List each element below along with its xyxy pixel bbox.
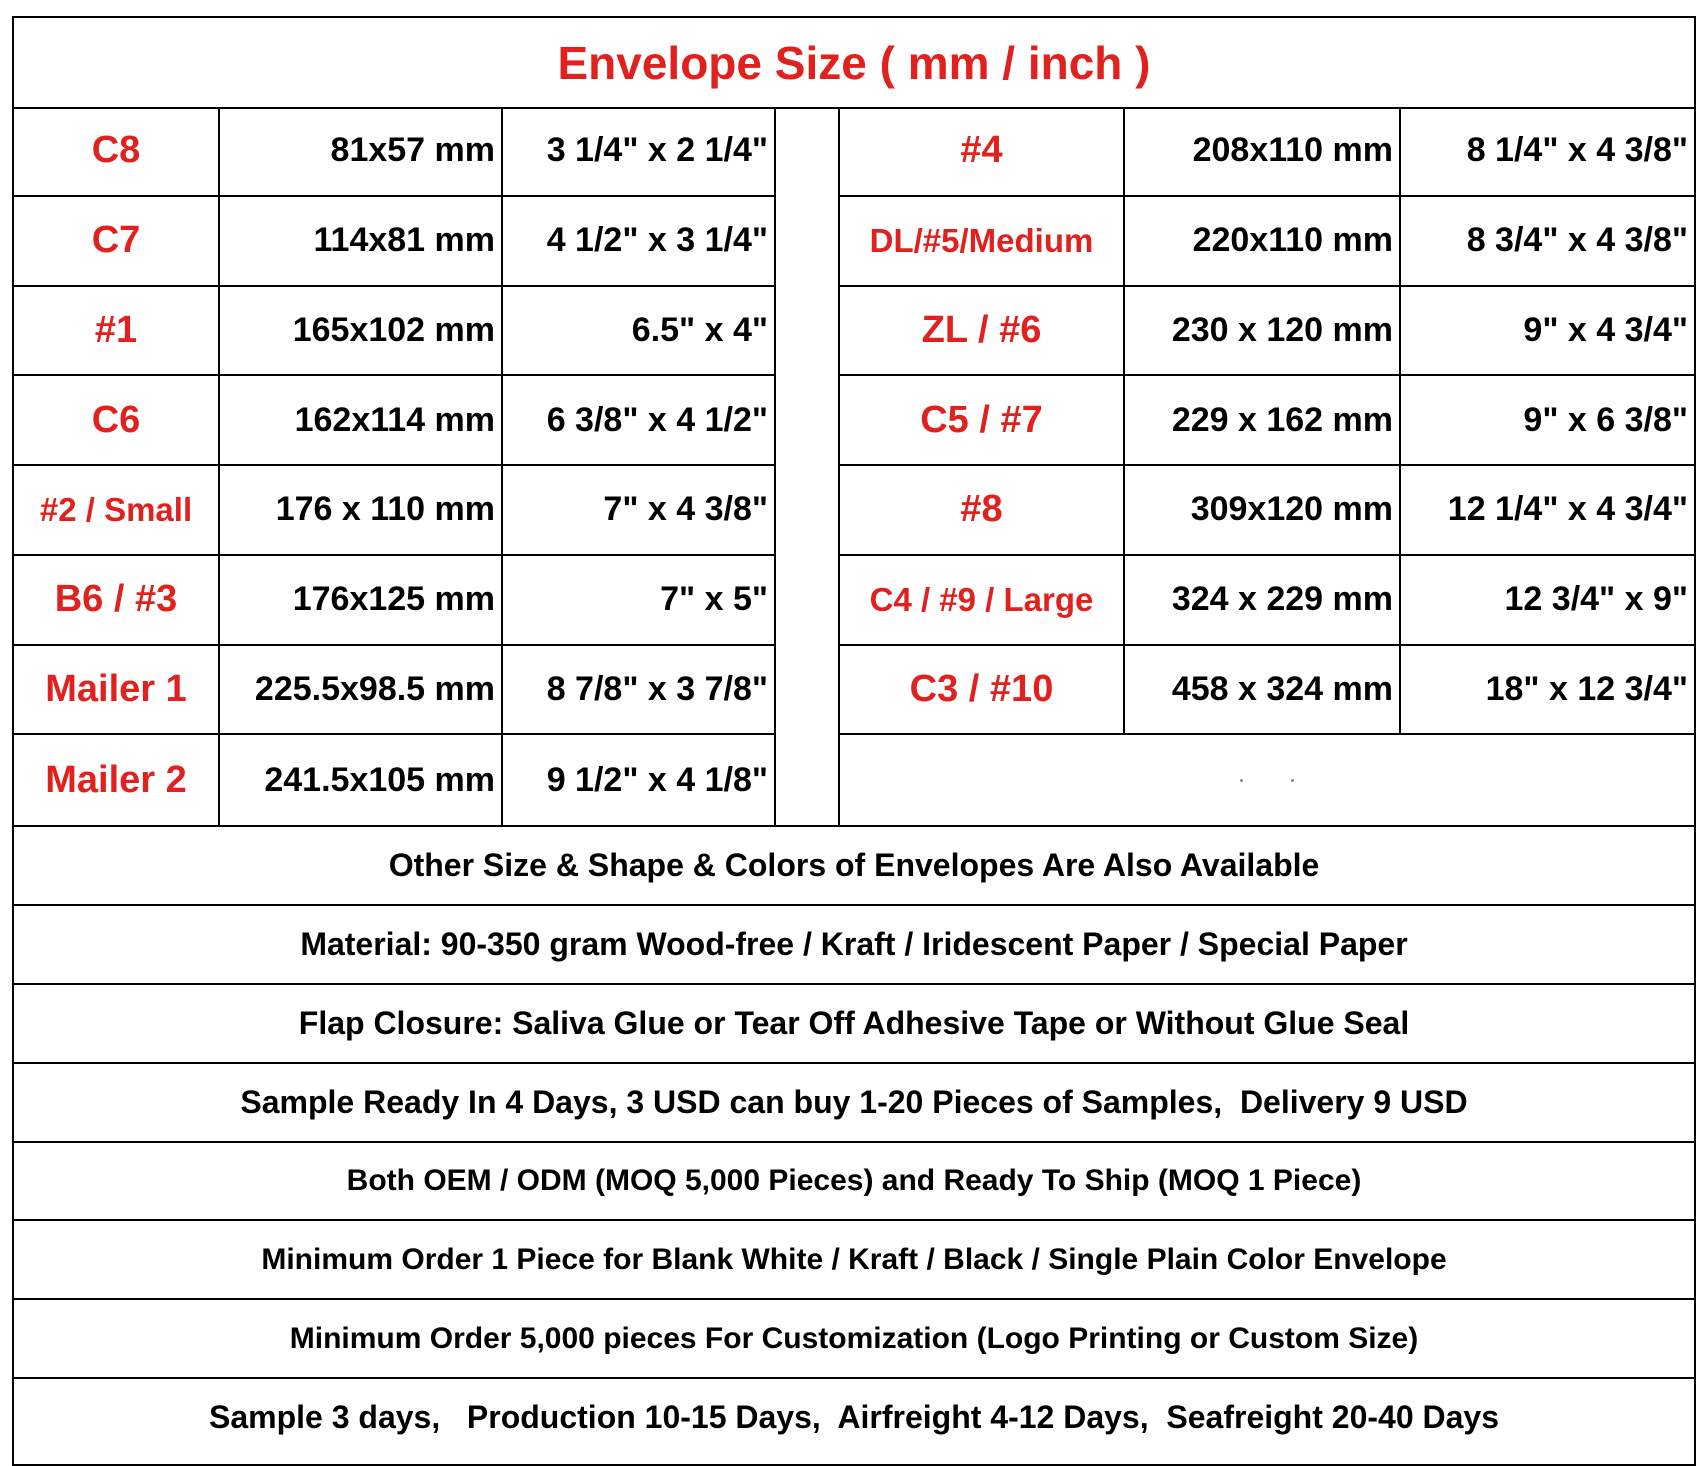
size-inch: 9" x 6 3/8" — [1399, 376, 1694, 464]
size-row — [840, 197, 1694, 287]
size-mm: 229 x 162 mm — [1123, 376, 1399, 464]
size-table-left — [14, 107, 776, 825]
size-row — [840, 376, 1694, 466]
size-row — [14, 646, 774, 736]
size-inch: 8 3/4" x 4 3/8" — [1399, 197, 1694, 285]
size-row — [14, 735, 774, 825]
size-row — [840, 556, 1694, 646]
size-mm: 81x57 mm — [218, 107, 501, 195]
size-mm: 165x102 mm — [218, 287, 501, 375]
size-inch: 4 1/2" x 3 1/4" — [501, 197, 774, 285]
note-row: Both OEM / ODM (MOQ 5,000 Pieces) and Ready To Ship (MOQ 1 Piece) — [14, 1141, 1694, 1220]
size-name: C6 — [91, 398, 141, 441]
size-mm: 324 x 229 mm — [1123, 556, 1399, 644]
size-row — [14, 466, 774, 556]
size-name: #8 — [960, 488, 1003, 531]
size-row — [14, 556, 774, 646]
size-name: #2 / Small — [39, 490, 193, 528]
note-row: Other Size & Shape & Colors of Envelopes Are Also Available — [14, 825, 1694, 904]
size-mm: 225.5x98.5 mm — [218, 646, 501, 734]
size-inch: 7" x 4 3/8" — [501, 466, 774, 554]
note-row: Material: 90-350 gram Wood-free / Kraft / Iridescent Paper / Special Paper — [14, 904, 1694, 983]
size-name: C7 — [91, 219, 141, 262]
size-mm: 162x114 mm — [218, 376, 501, 464]
notes-list — [14, 825, 1694, 1456]
size-name: C5 / #7 — [920, 398, 1043, 441]
note-row: Minimum Order 1 Piece for Blank White / Kraft / Black / Single Plain Color Envelope — [14, 1219, 1694, 1298]
dot-mark — [1291, 779, 1294, 782]
sheet-title: Envelope Size ( mm / inch ) — [14, 18, 1694, 109]
size-mm: 176x125 mm — [218, 556, 501, 644]
note-row: Sample Ready In 4 Days, 3 USD can buy 1-20 Pieces of Samples, Delivery 9 USD — [14, 1062, 1694, 1141]
size-inch: 6.5" x 4" — [501, 287, 774, 375]
size-inch: 12 1/4" x 4 3/4" — [1399, 466, 1694, 554]
size-row — [840, 646, 1694, 736]
size-mm: 114x81 mm — [218, 197, 501, 285]
note-row: Sample 3 days, Production 10-15 Days, Airfreight 4-12 Days, Seafreight 20-40 Days — [14, 1377, 1694, 1456]
size-inch: 8 7/8" x 3 7/8" — [501, 646, 774, 734]
size-name: B6 / #3 — [54, 578, 178, 621]
size-inch: 12 3/4" x 9" — [1399, 556, 1694, 644]
size-row — [840, 466, 1694, 556]
size-inch: 3 1/4" x 2 1/4" — [501, 107, 774, 195]
note-row: Minimum Order 5,000 pieces For Customization (Logo Printing or Custom Size) — [14, 1298, 1694, 1377]
size-mm: 176 x 110 mm — [218, 466, 501, 554]
size-row — [14, 107, 774, 197]
size-mm: 241.5x105 mm — [218, 735, 501, 825]
size-name: C8 — [91, 129, 141, 172]
size-name: #4 — [960, 129, 1003, 172]
size-name: Mailer 2 — [45, 758, 187, 801]
dot-mark — [1240, 779, 1243, 782]
size-row — [840, 287, 1694, 377]
size-inch: 18" x 12 3/4" — [1399, 646, 1694, 734]
size-name: ZL / #6 — [921, 308, 1042, 351]
size-inch: 6 3/8" x 4 1/2" — [501, 376, 774, 464]
size-mm: 208x110 mm — [1123, 107, 1399, 195]
size-row — [14, 197, 774, 287]
size-inch: 9 1/2" x 4 1/8" — [501, 735, 774, 825]
size-name: #1 — [94, 308, 138, 351]
size-inch: 7" x 5" — [501, 556, 774, 644]
size-table-right — [838, 107, 1694, 825]
size-mm: 309x120 mm — [1123, 466, 1399, 554]
size-row — [840, 107, 1694, 197]
envelope-size-sheet — [12, 16, 1696, 1466]
size-inch: 8 1/4" x 4 3/8" — [1399, 107, 1694, 195]
size-inch: 9" x 4 3/4" — [1399, 287, 1694, 375]
size-mm: 230 x 120 mm — [1123, 287, 1399, 375]
size-mm: 220x110 mm — [1123, 197, 1399, 285]
size-mm: 458 x 324 mm — [1123, 646, 1399, 734]
empty-row — [840, 735, 1694, 825]
size-name: Mailer 1 — [45, 667, 187, 710]
size-name: C4 / #9 / Large — [869, 580, 1094, 618]
size-row — [14, 287, 774, 377]
note-row: Flap Closure: Saliva Glue or Tear Off Adhesive Tape or Without Glue Seal — [14, 983, 1694, 1062]
column-gutter — [776, 107, 838, 825]
size-name: C3 / #10 — [909, 667, 1054, 710]
size-name: DL/#5/Medium — [869, 221, 1094, 259]
size-row — [14, 376, 774, 466]
